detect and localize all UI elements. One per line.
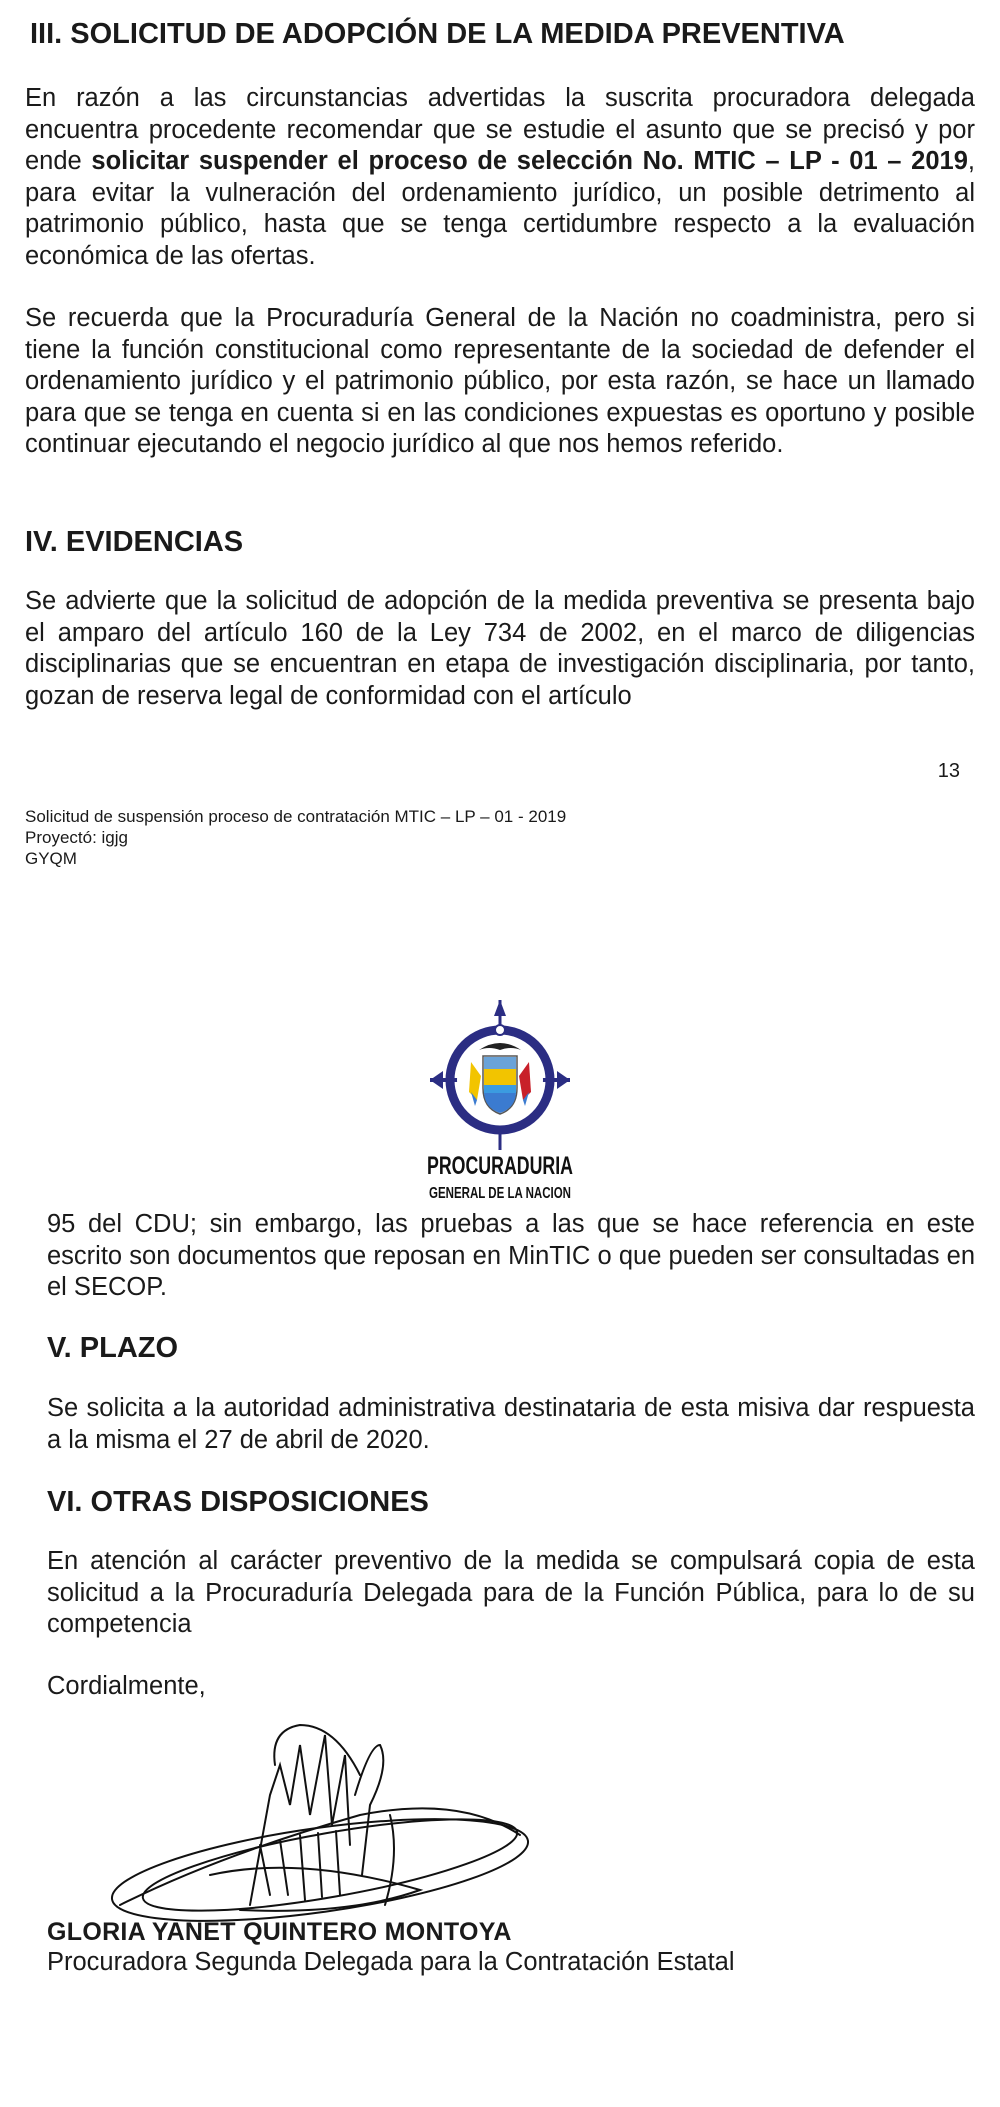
paragraph-plazo: Se solicita a la autoridad administrativa destinataria de esta misiva dar respuesta a la misma el 27 de abril de 2020. bbox=[47, 1394, 975, 1454]
section-heading-vi: VI. OTRAS DISPOSICIONES bbox=[47, 1486, 429, 1518]
paragraph-cdu: 95 del CDU; sin embargo, las pruebas a las que se hace referencia en este escrito son documentos que reposan en MinTIC o que pueden ser consultadas en el SECOP. bbox=[47, 1210, 975, 1301]
signer-role: Procuradora Segunda Delegada para la Contratación Estatal bbox=[47, 1948, 735, 1976]
paragraph-solicitud bbox=[25, 83, 975, 272]
footer-reference: Solicitud de suspensión proceso de contratación MTIC – LP – 01 - 2019 bbox=[25, 807, 567, 826]
footer-initials: GYQM bbox=[25, 849, 77, 868]
procuraduria-logo-graphic bbox=[425, 1000, 575, 1205]
procuraduria-crest-icon bbox=[425, 1000, 575, 1205]
document-page-14 bbox=[0, 1000, 1000, 2107]
logo-text-line2: GENERAL DE LA NACION bbox=[429, 1185, 571, 1202]
paragraph-solicitud-text-b: , para evitar la vulneración del ordenamiento jurídico, un posible detrimento al patrimonio público, hasta que se tenga certidumbre respecto a la evaluación económica de las ofertas. bbox=[25, 147, 975, 270]
section-heading-iii: III. SOLICITUD DE ADOPCIÓN DE LA MEDIDA PREVENTIVA bbox=[30, 18, 845, 50]
closing-salutation: Cordialmente, bbox=[47, 1672, 206, 1700]
paragraph-solicitud-bold: solicitar suspender el proceso de selección No. MTIC – LP - 01 – 2019 bbox=[91, 147, 968, 175]
paragraph-evidencias: Se advierte que la solicitud de adopción de la medida preventiva se presenta bajo el amparo del artículo 160 de la Ley 734 de 2002, en el marco de diligencias disciplinarias que se encuentran en etapa de investigación disciplinaria, por tanto, gozan de reserva legal de conformidad con el artículo bbox=[25, 587, 975, 710]
page-number: 13 bbox=[937, 760, 960, 782]
section-heading-v: V. PLAZO bbox=[47, 1332, 179, 1364]
section-heading-iv: IV. EVIDENCIAS bbox=[25, 526, 244, 558]
page-footer bbox=[25, 806, 566, 869]
paragraph-solicitud-text-a: En razón a las circunstancias advertidas la suscrita procuradora delegada encuentra procedente recomendar que se estudie el asunto que se precisó y por ende bbox=[25, 84, 975, 175]
document-page-13 bbox=[0, 0, 1000, 900]
logo-text-line1: PROCURADURIA bbox=[427, 1152, 573, 1180]
signer-name: GLORIA YANET QUINTERO MONTOYA bbox=[47, 1918, 512, 1946]
footer-proyecto: Proyectó: igjg bbox=[25, 828, 128, 847]
paragraph-recuerda: Se recuerda que la Procuraduría General de la Nación no coadministra, pero si tiene la función constitucional como representante de la sociedad de defender el ordenamiento jurídico y el patrimonio público, por esta razón, se hace un llamado para que se tenga en cuenta si en las condiciones expuestas es oportuno y posible continuar ejecutando el negocio jurídico al que nos hemos referido. bbox=[25, 304, 975, 458]
paragraph-disposiciones: En atención al carácter preventivo de la medida se compulsará copia de esta solicitud a la Procuraduría Delegada para de la Función Pública, para lo de su competencia bbox=[47, 1547, 975, 1638]
